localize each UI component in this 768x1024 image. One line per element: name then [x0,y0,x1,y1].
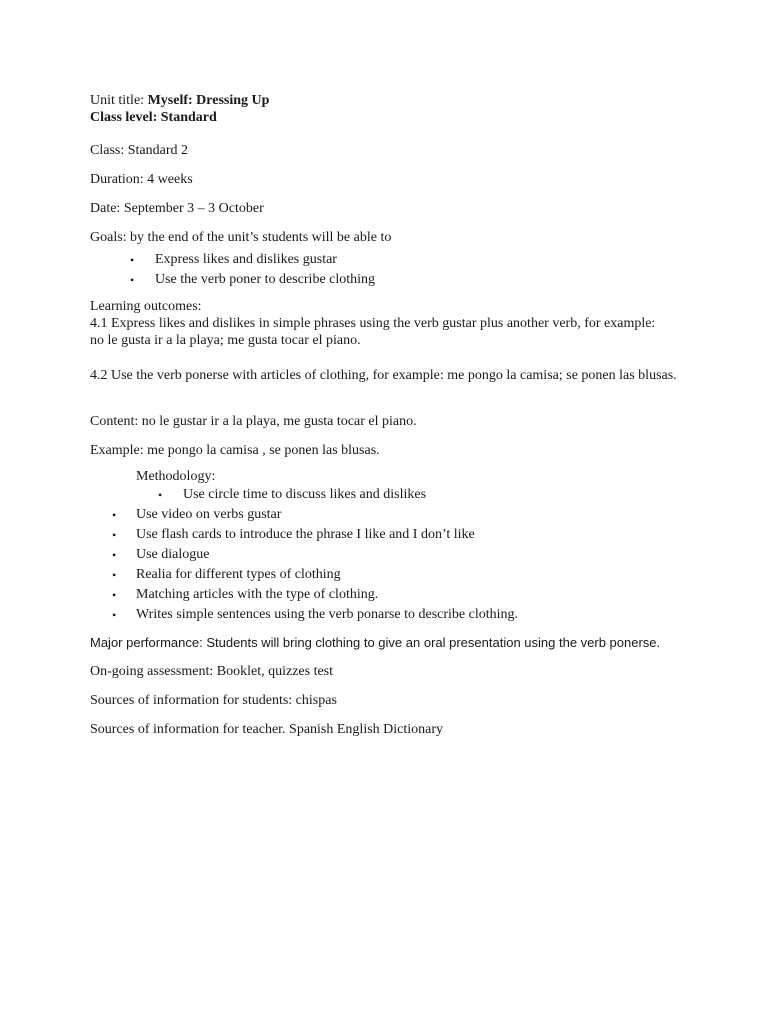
list-item: • Use video on verbs gustar [90,505,690,525]
major-performance: Major performance: Students will bring clothing to give an oral presentation using the verb ponerse. [90,635,661,650]
learning-outcomes-heading: Learning outcomes: [90,299,202,314]
bullet-icon: • [130,273,135,287]
goals-list [90,250,690,290]
bullet-icon: • [158,488,163,502]
ongoing-assessment: On-going assessment: Booklet, quizzes test [90,664,334,679]
list-item: • Writes simple sentences using the verb ponarse to describe clothing. [90,605,690,625]
sources-students: Sources of information for students: chispas [90,693,337,708]
list-item: • Matching articles with the type of clothing. [90,585,690,605]
learning-outcome-1: 4.1 Express likes and dislikes in simple phrases using the verb gustar plus another verb, for example: no le gusta ir a la playa; me gusta tocar el piano. [90,316,656,348]
content-line: Content: no le gustar ir a la playa, me gusta tocar el piano. [90,414,417,429]
bullet-icon: • [112,528,117,542]
sources-teacher: Sources of information for teacher. Spanish English Dictionary [90,722,444,737]
bullet-icon: • [112,508,117,522]
document-page [90,92,690,738]
bullet-icon: • [112,608,117,622]
list-item: • Use circle time to discuss likes and dislikes [90,485,690,505]
unit-title-value: Myself: Dressing Up [147,93,270,108]
methodology-heading: Methodology: [136,469,216,484]
list-item: • Use flash cards to introduce the phrase I like and I don’t like [90,525,690,545]
bullet-icon: • [112,568,117,582]
unit-title-line [90,92,690,109]
list-item: • Express likes and dislikes gustar [90,250,690,270]
bullet-icon: • [130,253,135,267]
bullet-icon: • [112,548,117,562]
goals-intro: Goals: by the end of the unit’s students will be able to [90,230,392,245]
learning-outcome-2: 4.2 Use the verb ponerse with articles of clothing, for example: me pongo la camisa; se ponen las blusas. [90,368,677,383]
bullet-icon: • [112,588,117,602]
methodology-sub-list [90,485,690,505]
methodology-list [90,505,690,625]
list-item: • Use dialogue [90,545,690,565]
date-line: Date: September 3 – 3 October [90,201,264,216]
duration-line: Duration: 4 weeks [90,172,193,187]
class-line: Class: Standard 2 [90,143,188,158]
unit-title-label: Unit title: [90,93,148,108]
list-item: • Realia for different types of clothing [90,565,690,585]
example-line: Example: me pongo la camisa , se ponen las blusas. [90,443,380,458]
class-level-line: Class level: Standard [90,110,217,125]
list-item: • Use the verb poner to describe clothing [90,270,690,290]
